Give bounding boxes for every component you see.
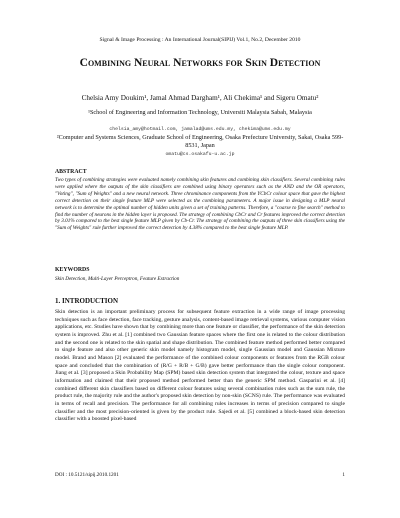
introduction-text: Skin detection is an important preliminary process for subsequent feature extraction in a wide range of image processing techniques such as face detection, face tracking, gesture analysis, content-based image retrieval systems, various computer vision applications, etc. Studies have shown that by combining more than one feature or classifier, the performance of the skin detection system is improved. Zhu et al. [1] combined two Gaussian feature spaces where the first one is related to the colour distribution and the second one is related to the skin spatial and shape distribution. The combined feature method performed better compared to single feature and also other generic skin model namely histogram model, single Gaussian model and Gaussian Mixture model. Brand and Mason [2] evaluated the performance of the combined colour components or features from the RGB colour space and concluded that the combination of (R/G + R/B + G/B) gave better performance than the single colour component. Jiang et al. [3] proposed a Skin Probability Map (SPM) based skin detection system that integrated the colour, texture and space information and claimed that their proposed method performed better than the generic SPM method. Gasparini et al. [4] combined different skin classifiers based on different colour features using several combination rules such as the sum rule, the product rule, the majority rule and the author's proposed skin detection by non-skin (SCNS) rule. The performance was evaluated in terms of recall and precision. The performance for all combining rules increases in terms of precision compared to single classifier and the most precision-oriented is given by the product rule. Sajedi et al. [5] combined a block-based skin detection classifier with a boosted pixel-based (55, 309, 345, 423)
author-list: Chelsia Amy Doukim¹, Jamal Ahmad Dargham¹, Ali Chekima¹ and Sigeru Omatu² (81, 94, 319, 102)
introduction-heading: 1. INTRODUCTION (55, 297, 119, 305)
keywords-text: Skin Detection, Multi-Layer Perceptron, Feature Extraction (55, 276, 180, 282)
abstract-heading: ABSTRACT (55, 169, 87, 175)
author-emails-2: omatu@cs.osakafu-u.ac.jp (165, 152, 235, 157)
paper-title: Combining Neural Networks for Skin Detection (79, 57, 321, 69)
keywords-heading: KEYWORDS (55, 267, 90, 273)
author-emails-1: chelsia_amy@hotmail.com, jamalad@ums.edu.my, chekima@ums.edu.my (109, 127, 291, 132)
affiliation-2: ²Computer and Systems Sciences, Graduate School of Engineering, Osaka Prefecture University, Sakai, Osaka 599-8531, Japan (56, 134, 344, 150)
page-number: 1 (342, 472, 345, 478)
journal-header: Signal & Image Processing : An International Journal(SIPIJ) Vol.1, No.2, December 2010 (99, 37, 301, 43)
affiliation-1: ¹School of Engineering and Information Technology, Universiti Malaysia Sabah, Malaysia (88, 109, 312, 116)
abstract-text: Two types of combining strategies were evaluated namely combining skin features and combining skin classifiers. Several combining rules were applied where the outputs of the skin classifiers are combined using binary operators such as the AND and the OR operators, "Voting", "Sum of Weights" and a new neural network. Three chrominance components from the YCbCr colour space that gave the highest correct detection on their single feature MLP were selected as the combining parameters. A major issue in designing a MLP neural network is to determine the optimal number of hidden units given a set of training patterns. Therefore, a "coarse to fine search" method to find the number of neurons in the hidden layer is proposed. The strategy of combining CbCr and Cr features improved the correct detection by 3.01% compared to the best single feature MLP given by Cb-Cr. The strategy of combining the outputs of three skin classifiers using the "Sum of Weights" rule further improved the correct detection by 4.38% compared to the best single feature MLP. (55, 177, 345, 232)
doi-footer: DOI : 10.5121/sipij.2010.1201 (55, 472, 119, 478)
